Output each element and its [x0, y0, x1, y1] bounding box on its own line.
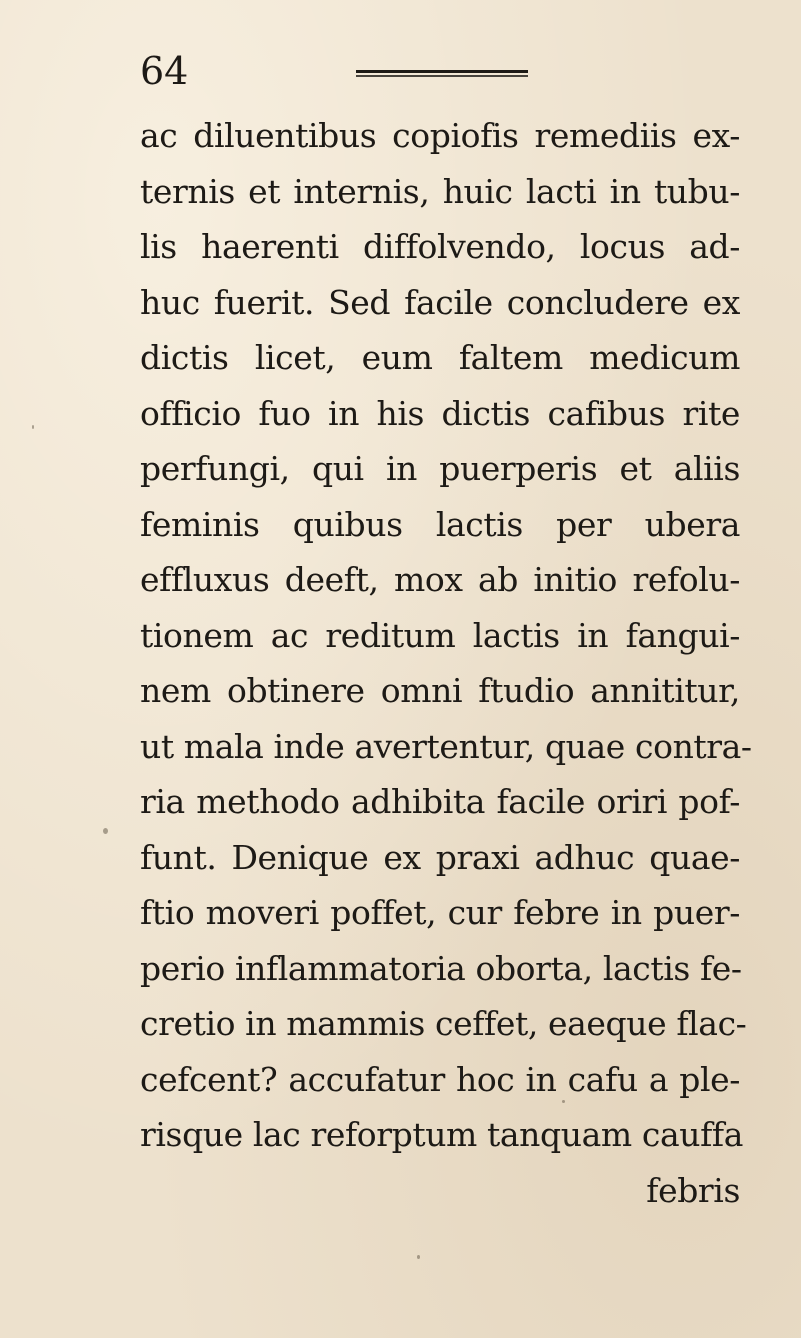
text-line: ut mala inde avertentur, quae contra-: [140, 726, 752, 766]
text-line: officio fuo in his dictis cafibus rite: [140, 393, 740, 433]
header-rule-bar: [356, 70, 528, 73]
header-rule: [356, 70, 528, 79]
text-line: huc fuerit. Sed facile concludere ex: [140, 282, 740, 322]
text-line: effluxus deeft, mox ab initio refolu-: [140, 560, 740, 599]
header-rule-bar: [356, 75, 528, 77]
page-number: 64: [140, 49, 189, 93]
text-line: funt. Denique ex praxi adhuc quae-: [140, 837, 740, 877]
paper-speck: [32, 425, 34, 429]
text-line: perio inflammatoria oborta, lactis fe-: [140, 948, 742, 988]
paper-speck: [562, 1100, 565, 1103]
text-line: nem obtinere omni ftudio annititur,: [140, 671, 740, 710]
body-text: [140, 108, 752, 1218]
text-line: ternis et internis, huic lacti in tubu-: [140, 171, 740, 211]
text-line: tionem ac reditum lactis in fangui-: [140, 615, 740, 655]
text-line: ac diluentibus copiofis remediis ex-: [140, 116, 740, 155]
text-line: risque lac reforptum tanquam cauffa: [140, 1115, 743, 1154]
text-line: lis haerenti diffolvendo, locus ad-: [140, 227, 740, 266]
catchword: febris: [646, 1170, 740, 1210]
text-line: feminis quibus lactis per ubera: [140, 504, 740, 544]
text-line: dictis licet, eum faltem medicum: [140, 338, 740, 377]
paper-speck: [103, 828, 108, 834]
text-line: cretio in mammis ceffet, eaeque flac-: [140, 1004, 747, 1043]
text-line: ftio moveri poffet, cur febre in puer-: [140, 893, 740, 932]
text-line: ria methodo adhibita facile oriri pof-: [140, 782, 740, 821]
paper-speck: [417, 1255, 420, 1259]
text-line: perfungi, qui in puerperis et aliis: [140, 449, 740, 488]
text-line: cefcent? accufatur hoc in cafu a ple-: [140, 1059, 740, 1099]
